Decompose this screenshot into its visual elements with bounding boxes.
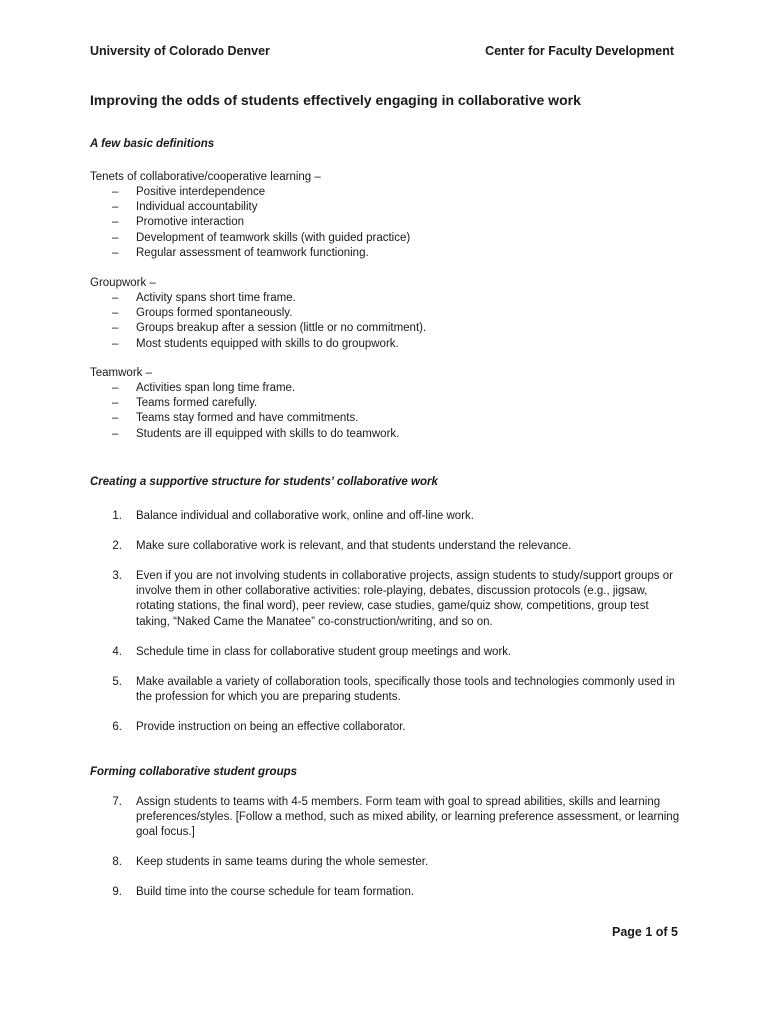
dash-bullet: – bbox=[112, 216, 119, 229]
teamwork-list bbox=[90, 381, 399, 442]
dash-bullet: – bbox=[112, 427, 119, 440]
list-item bbox=[90, 215, 410, 230]
list-item bbox=[90, 337, 426, 352]
list-item-text: Groups breakup after a session (little or no commitment). bbox=[136, 322, 427, 335]
list-item bbox=[90, 321, 426, 336]
dash-bullet: – bbox=[112, 337, 119, 350]
item-number: 8. bbox=[112, 856, 122, 868]
section-heading-structure: Creating a supportive structure for students’ collaborative work bbox=[90, 476, 438, 488]
numbered-item bbox=[90, 675, 680, 705]
item-number: 7. bbox=[112, 796, 122, 808]
list-item-text: Activity spans short time frame. bbox=[136, 292, 296, 304]
item-number: 6. bbox=[112, 721, 122, 733]
list-item bbox=[90, 246, 410, 261]
item-text: Provide instruction on being an effective collaborator. bbox=[136, 721, 406, 733]
list-item-text: Teams formed carefully. bbox=[136, 397, 258, 410]
list-item bbox=[90, 291, 426, 306]
dash-bullet: – bbox=[112, 231, 119, 244]
numbered-item bbox=[90, 569, 680, 630]
dash-bullet: – bbox=[112, 382, 119, 394]
item-number: 1. bbox=[112, 510, 122, 522]
item-text: Schedule time in class for collaborative student group meetings and work. bbox=[136, 646, 512, 658]
numbered-item bbox=[90, 885, 680, 900]
list-item-text: Promotive interaction bbox=[136, 216, 245, 229]
item-number: 4. bbox=[112, 646, 122, 658]
term-groupwork-label: Groupwork – bbox=[90, 277, 156, 289]
list-item bbox=[90, 381, 399, 396]
term-teamwork-label: Teamwork – bbox=[90, 367, 152, 379]
document-title: Improving the odds of students effectively engaging in collaborative work bbox=[90, 92, 581, 108]
numbered-item bbox=[90, 645, 680, 660]
numbered-item bbox=[90, 509, 680, 524]
item-text: Assign students to teams with 4-5 members. Form team with goal to spread abilities, skills and learning preferences/styles. [Follow a method, such as mixed ability, or learning preference assessment, or learning goal focus.] bbox=[136, 796, 680, 839]
section-heading-definitions: A few basic definitions bbox=[90, 138, 215, 150]
dash-bullet: – bbox=[112, 397, 119, 410]
list-item bbox=[90, 396, 399, 411]
list-item-text: Teams stay formed and have commitments. bbox=[136, 412, 359, 425]
list-item-text: Individual accountability bbox=[136, 201, 258, 214]
numbered-item bbox=[90, 720, 680, 735]
header-department: Center for Faculty Development bbox=[485, 44, 674, 58]
list-item bbox=[90, 231, 410, 246]
dash-bullet: – bbox=[112, 292, 119, 304]
groupwork-list bbox=[90, 291, 426, 352]
list-item bbox=[90, 185, 410, 200]
dash-bullet: – bbox=[112, 412, 119, 425]
numbered-item bbox=[90, 855, 680, 870]
item-number: 9. bbox=[112, 886, 122, 898]
list-item bbox=[90, 411, 399, 426]
dash-bullet: – bbox=[112, 186, 119, 198]
dash-bullet: – bbox=[112, 322, 119, 335]
list-item-text: Activities span long time frame. bbox=[136, 382, 296, 394]
list-item-text: Development of teamwork skills (with guided practice) bbox=[136, 231, 411, 244]
list-item-text: Positive interdependence bbox=[136, 186, 266, 198]
list-item-text: Groups formed spontaneously. bbox=[136, 307, 293, 320]
item-text: Build time into the course schedule for team formation. bbox=[136, 886, 415, 898]
item-text: Make sure collaborative work is relevant, and that students understand the relevance. bbox=[136, 540, 572, 552]
item-text: Make available a variety of collaboration tools, specifically those tools and technologies commonly used in the profession for which you are preparing students. bbox=[136, 676, 675, 704]
dash-bullet: – bbox=[112, 246, 119, 259]
item-number: 2. bbox=[112, 540, 122, 552]
list-item bbox=[90, 306, 426, 321]
list-item-text: Most students equipped with skills to do groupwork. bbox=[136, 337, 399, 350]
term-tenets-label: Tenets of collaborative/cooperative learning – bbox=[90, 171, 321, 183]
list-item bbox=[90, 427, 399, 442]
item-text: Even if you are not involving students in collaborative projects, assign students to study/support groups or involve them in other collaborative activities: role-playing, debates, discussion protocols (e.g., jigsaw, rotating stations, the final word), peer review, case studies, game/quiz show, competitions, group test taking, “Naked Came the Manatee” co-construction/writing, and so on. bbox=[136, 570, 673, 628]
item-text: Keep students in same teams during the whole semester. bbox=[136, 856, 429, 868]
numbered-item bbox=[90, 539, 680, 554]
header-institution: University of Colorado Denver bbox=[90, 44, 270, 58]
section-heading-forming: Forming collaborative student groups bbox=[90, 766, 298, 778]
item-text: Balance individual and collaborative work, online and off-line work. bbox=[136, 510, 474, 522]
item-number: 3. bbox=[112, 570, 122, 582]
dash-bullet: – bbox=[112, 307, 119, 320]
list-item-text: Students are ill equipped with skills to do teamwork. bbox=[136, 427, 400, 440]
item-number: 5. bbox=[112, 676, 122, 688]
page-number: Page 1 of 5 bbox=[612, 925, 678, 939]
list-item bbox=[90, 200, 410, 215]
tenets-list bbox=[90, 185, 410, 261]
dash-bullet: – bbox=[112, 201, 119, 214]
numbered-item bbox=[90, 795, 680, 841]
list-item-text: Regular assessment of teamwork functioning. bbox=[136, 246, 369, 259]
